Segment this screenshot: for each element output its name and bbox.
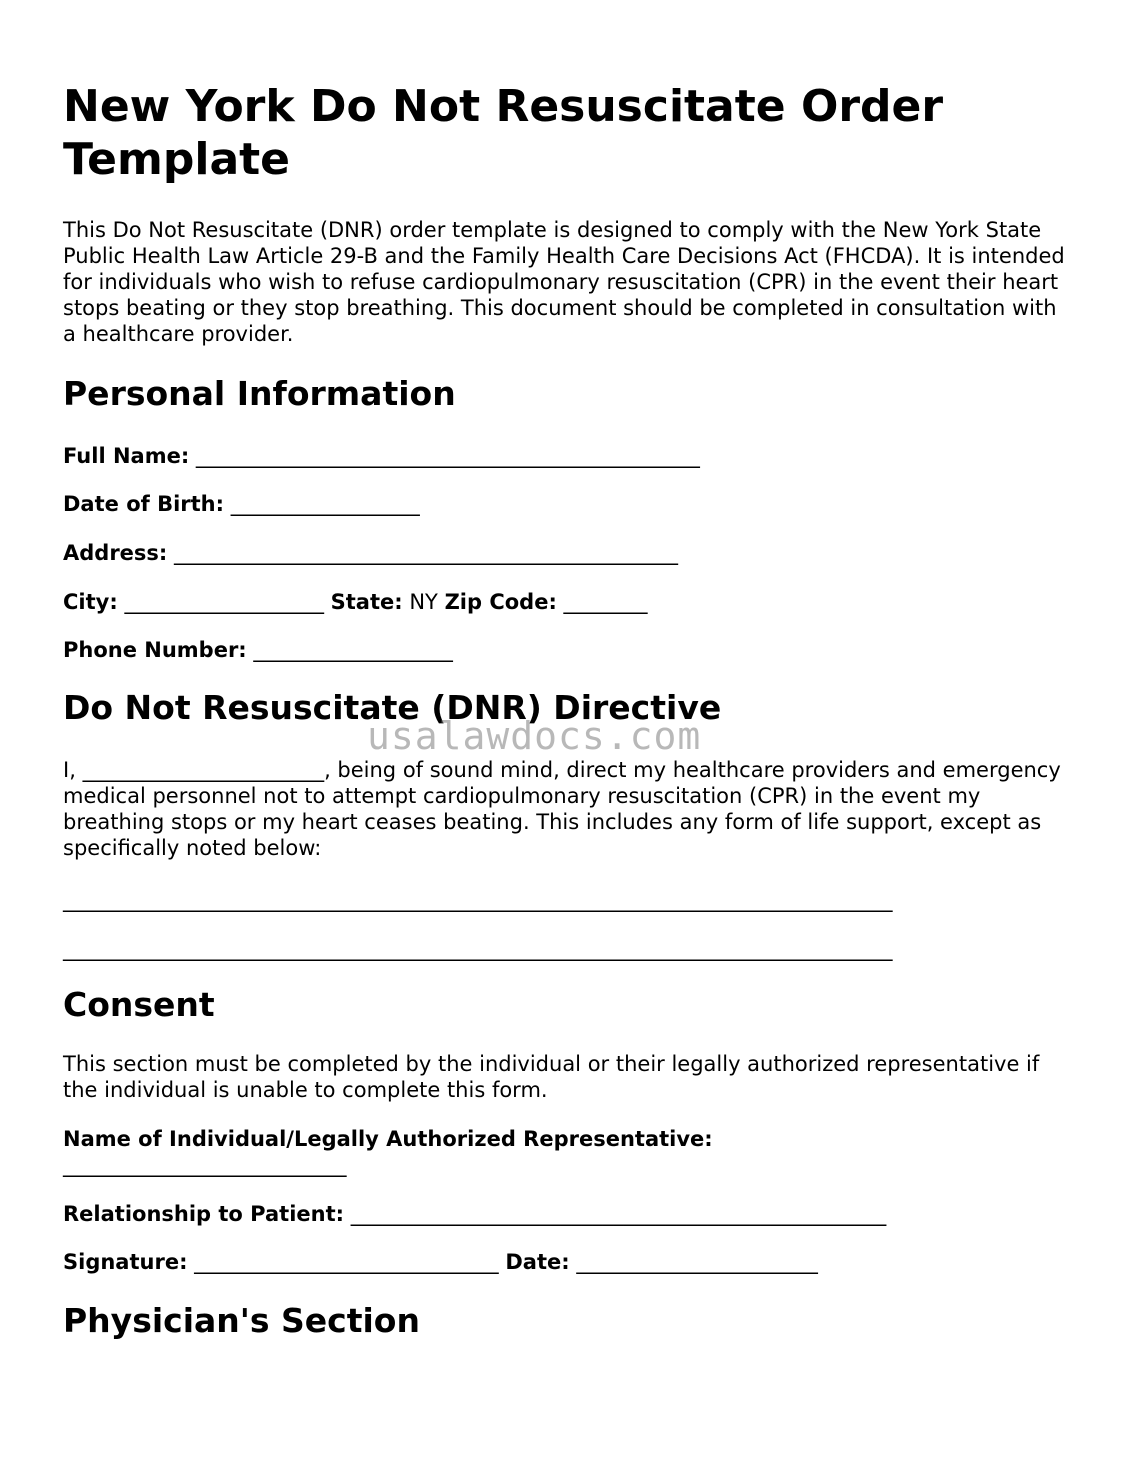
relationship-label: Relationship to Patient:: [63, 1202, 345, 1226]
date-of-birth-row: [63, 491, 420, 517]
exception-line-1[interactable]: _______________________________________________________________________________: [63, 888, 893, 912]
personal-information-heading: Personal Information: [63, 374, 456, 413]
physician-section-heading: Physician's Section: [63, 1301, 420, 1340]
city-label: City:: [63, 590, 118, 614]
intro-paragraph: This Do Not Resuscitate (DNR) order template is designed to comply with the New York State Public Health Law Article 29-B and the Family Health Care Decisions Act (FHCDA). It is intended for individuals who wish to refuse cardiopulmonary resuscitation (CPR) in the event their heart stops beating or they stop breathing. This document should be completed in consultation with a healthcare provider.: [63, 218, 1065, 346]
phone-number-row: [63, 637, 453, 663]
full-name-field[interactable]: ________________________________________________: [195, 444, 700, 468]
address-field[interactable]: ________________________________________________: [174, 541, 679, 565]
date-of-birth-field[interactable]: __________________: [230, 492, 420, 516]
relationship-field[interactable]: ___________________________________________________: [350, 1202, 887, 1226]
document-title: New York Do Not Resuscitate Order Template: [63, 81, 944, 185]
dnr-statement-prefix: I,: [63, 758, 76, 782]
dnr-statement-rest: , being of sound mind, direct my healthcare providers and: [324, 758, 936, 782]
state-label: State:: [330, 590, 403, 614]
state-value: NY: [409, 590, 438, 614]
watermark-text: usalawdocs.com: [367, 714, 702, 758]
city-state-zip-row: [63, 589, 648, 615]
consent-paragraph: This section must be completed by the individual or their legally authorized representative if the individual is unable to complete this form.: [63, 1052, 1040, 1102]
relationship-row: [63, 1201, 886, 1227]
signature-label: Signature:: [63, 1250, 188, 1274]
representative-name-label-row: [63, 1126, 713, 1152]
exception-line-2[interactable]: _______________________________________________________________________________: [63, 937, 893, 961]
address-row: [63, 540, 678, 566]
full-name-label: Full Name:: [63, 444, 190, 468]
signature-field[interactable]: _____________________________: [194, 1250, 499, 1274]
date-field[interactable]: _______________________: [576, 1250, 818, 1274]
address-label: Address:: [63, 541, 168, 565]
phone-number-label: Phone Number:: [63, 638, 247, 662]
consent-heading: Consent: [63, 985, 215, 1024]
zip-code-label: Zip Code:: [444, 590, 557, 614]
city-field[interactable]: ___________________: [124, 590, 324, 614]
full-name-row: [63, 443, 700, 469]
signature-date-row: [63, 1249, 818, 1275]
date-of-birth-label: Date of Birth:: [63, 492, 225, 516]
date-label: Date:: [505, 1250, 570, 1274]
representative-name-label: Name of Individual/Legally Authorized Representative:: [63, 1127, 713, 1151]
zip-code-field[interactable]: ________: [563, 590, 648, 614]
phone-number-field[interactable]: ___________________: [253, 638, 453, 662]
dnr-statement: [63, 757, 1068, 861]
representative-name-field[interactable]: ___________________________: [63, 1153, 347, 1177]
dnr-statement-continued: emergency medical personnel not to attempt cardiopulmonary resuscitation (CPR) in the event my breathing stops or my heart ceases beating. This includes any form of life support, except as specifically noted below:: [63, 758, 1061, 860]
declarant-name-field[interactable]: _______________________: [82, 758, 325, 782]
dnr-directive-heading: Do Not Resuscitate (DNR) Directive: [63, 688, 722, 727]
